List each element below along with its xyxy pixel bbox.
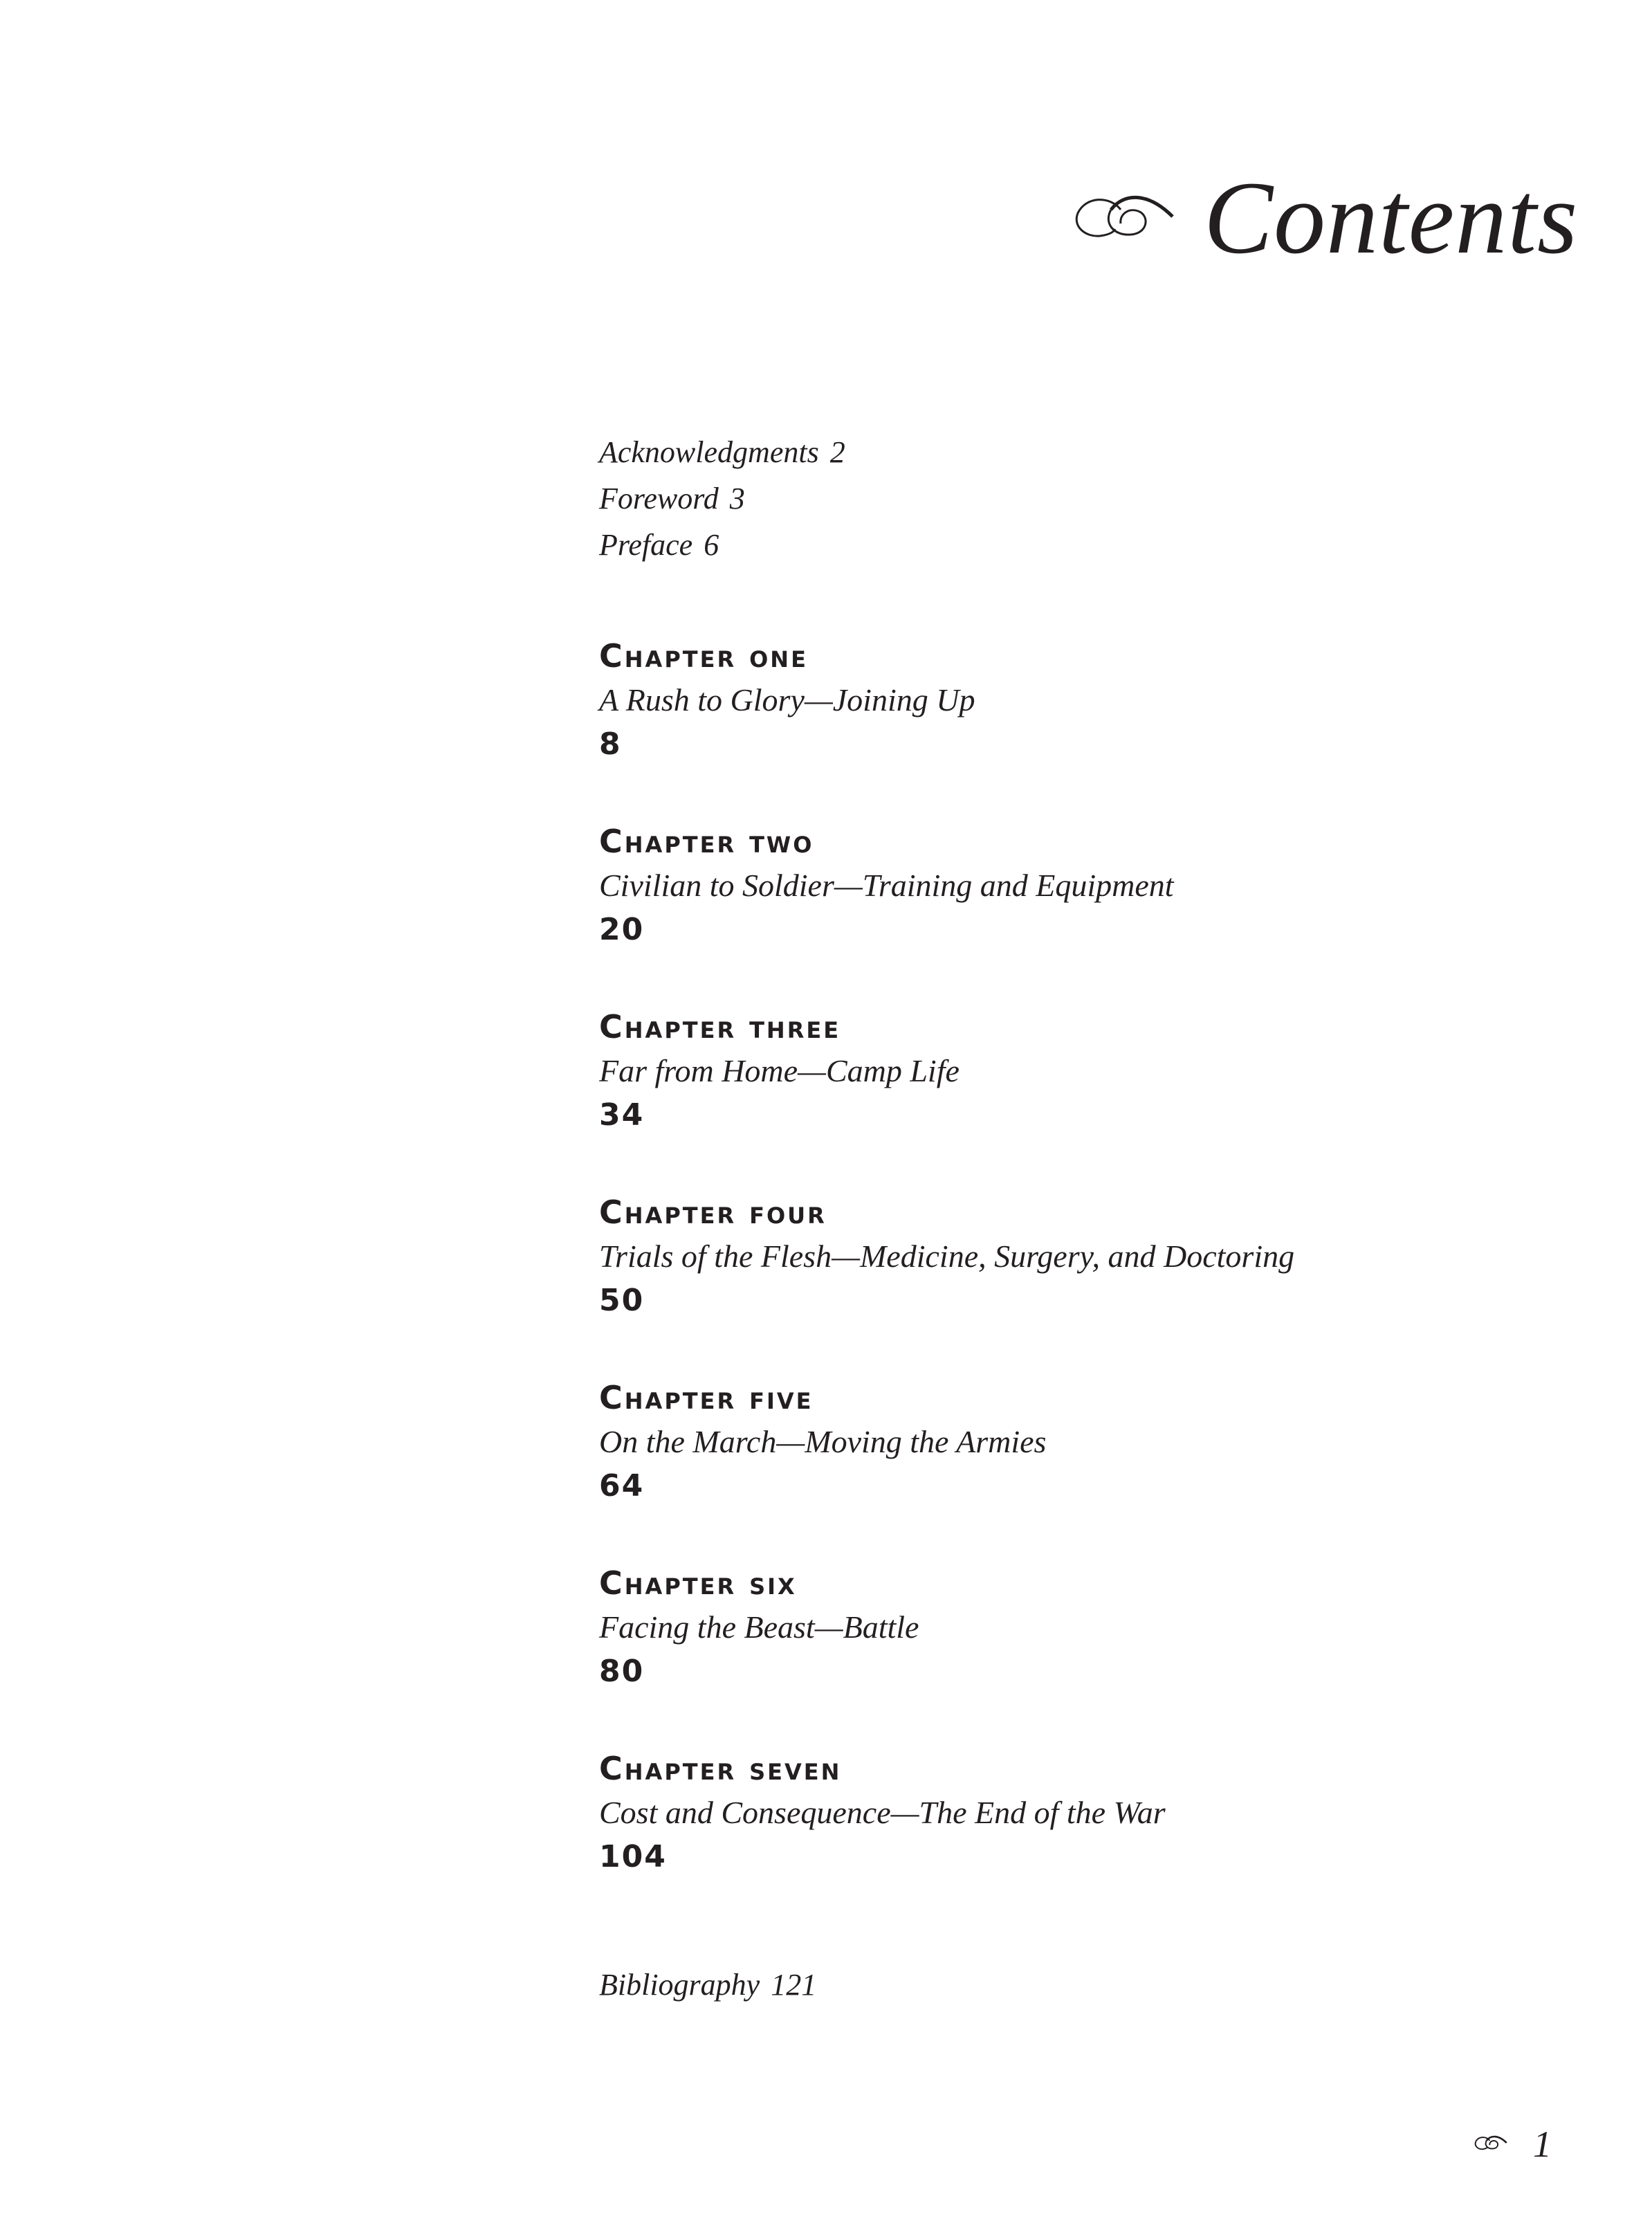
chapter-label: Chapter seven xyxy=(599,1750,842,1787)
chapter-list xyxy=(599,637,1294,1935)
chapter-entry xyxy=(599,822,1294,1007)
chapter-label: Chapter six xyxy=(599,1564,797,1602)
chapter-label: Chapter three xyxy=(599,1008,841,1045)
chapter-title: Far from Home—Camp Life xyxy=(599,1053,960,1088)
chapter-title: On the March—Moving the Armies xyxy=(599,1424,1047,1459)
chapter-page: 50 xyxy=(599,1283,645,1318)
chapter-entry xyxy=(599,1564,1294,1749)
toc-entry-foreword: Foreword 3 xyxy=(599,482,745,515)
chapter-label: Chapter two xyxy=(599,823,814,860)
page-number: 1 xyxy=(1533,2123,1552,2165)
page-header xyxy=(1072,161,1579,275)
back-matter-list xyxy=(599,1962,816,2008)
chapter-title: Trials of the Flesh—Medicine, Surgery, and Doctoring xyxy=(599,1239,1295,1274)
chapter-page: 34 xyxy=(599,1097,645,1133)
chapter-page: 104 xyxy=(599,1839,667,1874)
chapter-entry xyxy=(599,1749,1294,1935)
chapter-label: Chapter four xyxy=(599,1194,827,1231)
page-title: Contents xyxy=(1204,161,1579,275)
swash-ornament-icon xyxy=(1474,2134,1508,2155)
chapter-entry xyxy=(599,1007,1294,1193)
chapter-entry xyxy=(599,1193,1294,1378)
chapter-page: 64 xyxy=(599,1468,645,1504)
toc-entry-preface: Preface 6 xyxy=(599,528,719,562)
chapter-page: 20 xyxy=(599,912,645,947)
chapter-page: 80 xyxy=(599,1654,645,1689)
toc-entry-bibliography: Bibliography 121 xyxy=(599,1968,817,2002)
swash-ornament-icon xyxy=(1072,189,1176,248)
toc-entry-acknowledgments: Acknowledgments 2 xyxy=(599,435,845,469)
chapter-title: Cost and Consequence—The End of the War xyxy=(599,1795,1166,1830)
front-matter-list xyxy=(599,429,845,568)
chapter-page: 8 xyxy=(599,726,622,762)
chapter-title: Civilian to Soldier—Training and Equipment xyxy=(599,868,1174,903)
chapter-title: Facing the Beast—Battle xyxy=(599,1609,919,1645)
chapter-title: A Rush to Glory—Joining Up xyxy=(599,682,975,718)
chapter-label: Chapter five xyxy=(599,1379,814,1416)
page-footer xyxy=(1474,2123,1552,2166)
chapter-label: Chapter one xyxy=(599,637,808,675)
chapter-entry xyxy=(599,1378,1294,1564)
chapter-entry xyxy=(599,637,1294,822)
